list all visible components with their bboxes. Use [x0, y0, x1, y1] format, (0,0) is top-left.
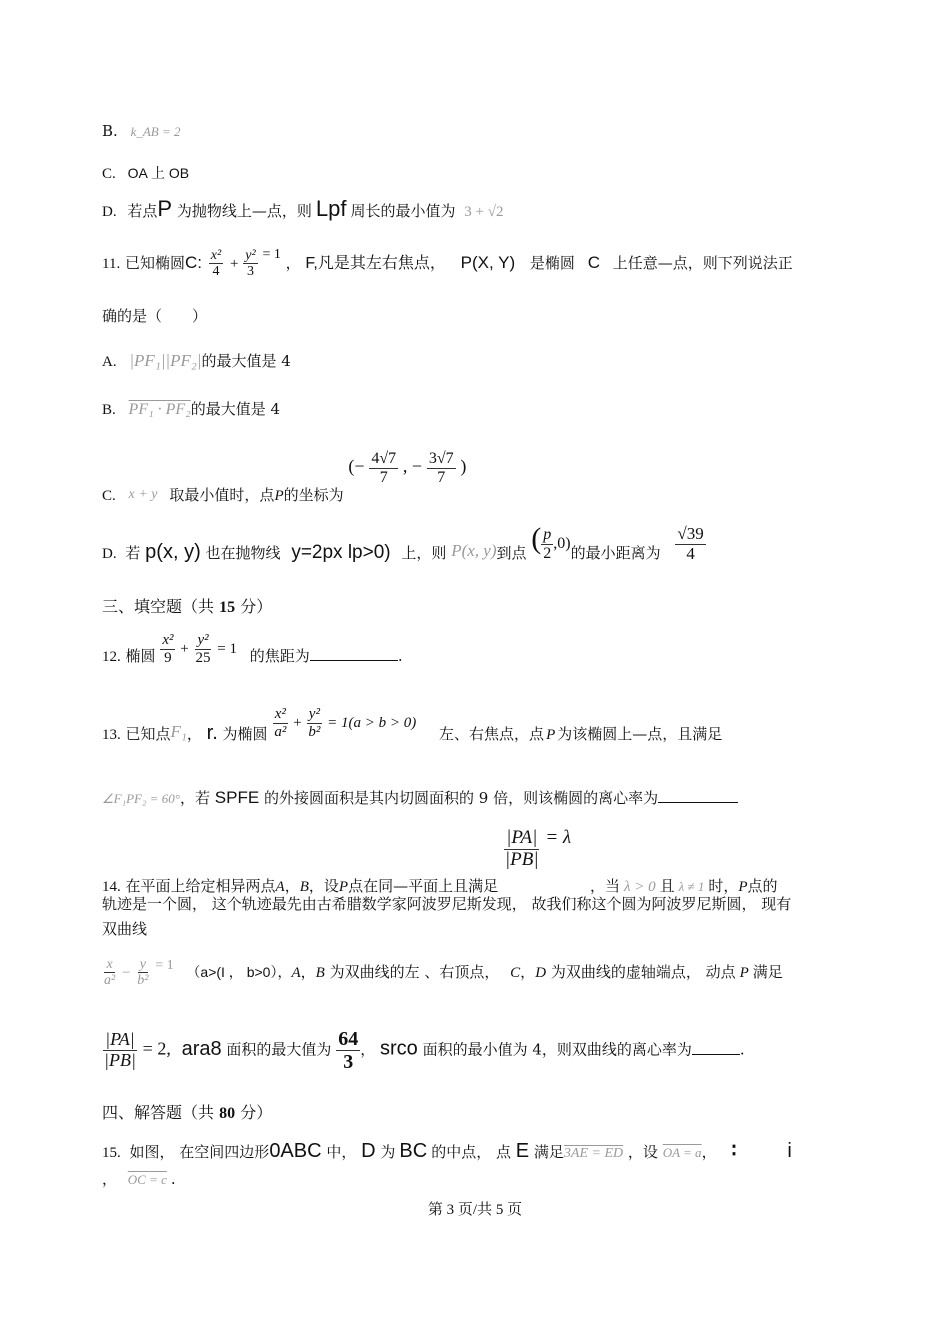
q12-ellipse-eq: $\frac{\text{x²}}{9}$	[162, 632, 174, 666]
q15-line1: 15. 如图， 在空间四边形0ABC 中， D 为 BC 的中点， 点 E 满足3AE = ED ，设 OA = a， ∶ i	[102, 1140, 792, 1162]
q11-option-c: C. x + y 取最小值时，点P的坐标为 (− $\frac{4√7}{7}$ , − $\frac{3√7}{7}$ )	[102, 450, 467, 505]
section-4-heading: 四、解答题（共 80 分）	[102, 1103, 273, 1122]
q10-option-b: B. k_AB = 2	[102, 122, 181, 140]
q11-c-coord-y: $\frac{3√7}{7}$	[428, 450, 454, 486]
q11-option-d: D. 若 p(x, y) 也在抛物线 y=2px lp>0) 上，则 P(x, y)到点 ( $\frac{p}{2}$ ,0)的最小距离为 $\frac{√39}{4}$	[102, 522, 704, 563]
page-footer: 第 3 页/共 5 页	[427, 1202, 523, 1218]
q11-option-a: A. |PF₁||PF₂|的最大值是 4	[102, 351, 291, 370]
q14-ratio-2: $\frac{|PA|}{|PB|}$	[104, 1029, 136, 1070]
q14-answer-blank[interactable]	[692, 1040, 740, 1055]
q13-line2: ∠F₁PF₂ = 60°，若 SPFE 的外接圆面积是其内切圆面积的 9 倍，则该椭圆的离心率为	[102, 787, 738, 808]
section-3-heading: 三、填空题（共 15 分）	[102, 597, 273, 616]
q14-line3: 双曲线	[102, 920, 148, 938]
q14-hyperbola-eq: $\frac{x}{\text{a²}}$	[104, 957, 116, 989]
q10-option-d: D. 若点P 为抛物线上—点，则 Lpf 周长的最小值为 3 + √2	[102, 196, 504, 221]
q14-max-area: $\frac{64}{3}$	[338, 1028, 359, 1073]
q13-line1: 13. 已知点F₁， r. 为椭圆 $\frac{\text{x²}}{\text{a²}}$ + $\frac{\text{y²}}{\text{b²}}$ = 1(a > b > 0) 左、右焦点，点 P 为该椭圆上—点，且满足	[102, 706, 723, 744]
q11-d-distance: $\frac{√39}{4}$	[677, 523, 704, 563]
q10-b-expr: k_AB = 2	[130, 124, 181, 139]
q11-d-point: $\frac{p}{2}$	[543, 525, 552, 562]
q10-d-value: 3 + √2	[464, 204, 504, 220]
q14-line5: $\frac{|PA|}{|PB|}$ = 2, ara8 面积的最大值为 $\frac{64}{3}$ ， srco 面积的最小值为 4，则双曲线的离心率为 .	[104, 1028, 745, 1073]
q11-option-b: B. PF₁ · PF₂的最大值是 4	[102, 400, 281, 418]
q13-ellipse-eq: $\frac{\text{x²}}{\text{a²}}$	[274, 706, 287, 740]
q14-line1: 14. 在平面上给定相异两点A，B，设P点在同—平面上且满足 $\frac{|PA|}{|PB|}$ = λ ，当 λ > 0 且 λ ≠ 1 时，P点的	[102, 827, 778, 896]
q10-option-c: C. OA 上 OB	[102, 165, 190, 182]
q12: 12. 椭圆 $\frac{\text{x²}}{9}$ + $\frac{\text{y²}}{25}$ = 1 的焦距为 .	[102, 632, 403, 666]
q13-answer-blank[interactable]	[658, 788, 738, 803]
q14-line4: $\frac{x}{\text{a²}}$ − $\frac{y}{\text{b²}}$ = 1 （a>(I ， b>0），A，B 为双曲线的左 、右顶点， C，D 为双曲线的虚轴端点， 动点 P 满足	[104, 957, 783, 989]
q11-stem-line1: 11. 已知椭圆C: $\frac{\text{x²}}{4}$ + $\frac{\text{y²}}{3}$ = 1 ， F,凡是其左右焦点， P(X, Y) 是椭圆 C 上任意—点，则下列说法正	[102, 246, 793, 280]
q11-stem-line2: 确的是（ ）	[102, 307, 208, 325]
q14-line2: 轨迹是一个圆， 这个轨迹最先由古希腊数学家阿波罗尼斯发现， 故我们称这个圆为阿波罗尼斯圆， 现有	[102, 895, 792, 913]
q14-ratio: $\frac{|PA|}{|PB|}$	[504, 827, 539, 870]
q11-ellipse-eq: $\frac{\text{x²}}{4}$	[210, 248, 222, 280]
q11-c-coord-x: $\frac{4√7}{7}$	[371, 450, 397, 486]
q12-answer-blank[interactable]	[310, 646, 398, 661]
q15-line2: ， OC = c .	[102, 1170, 176, 1188]
